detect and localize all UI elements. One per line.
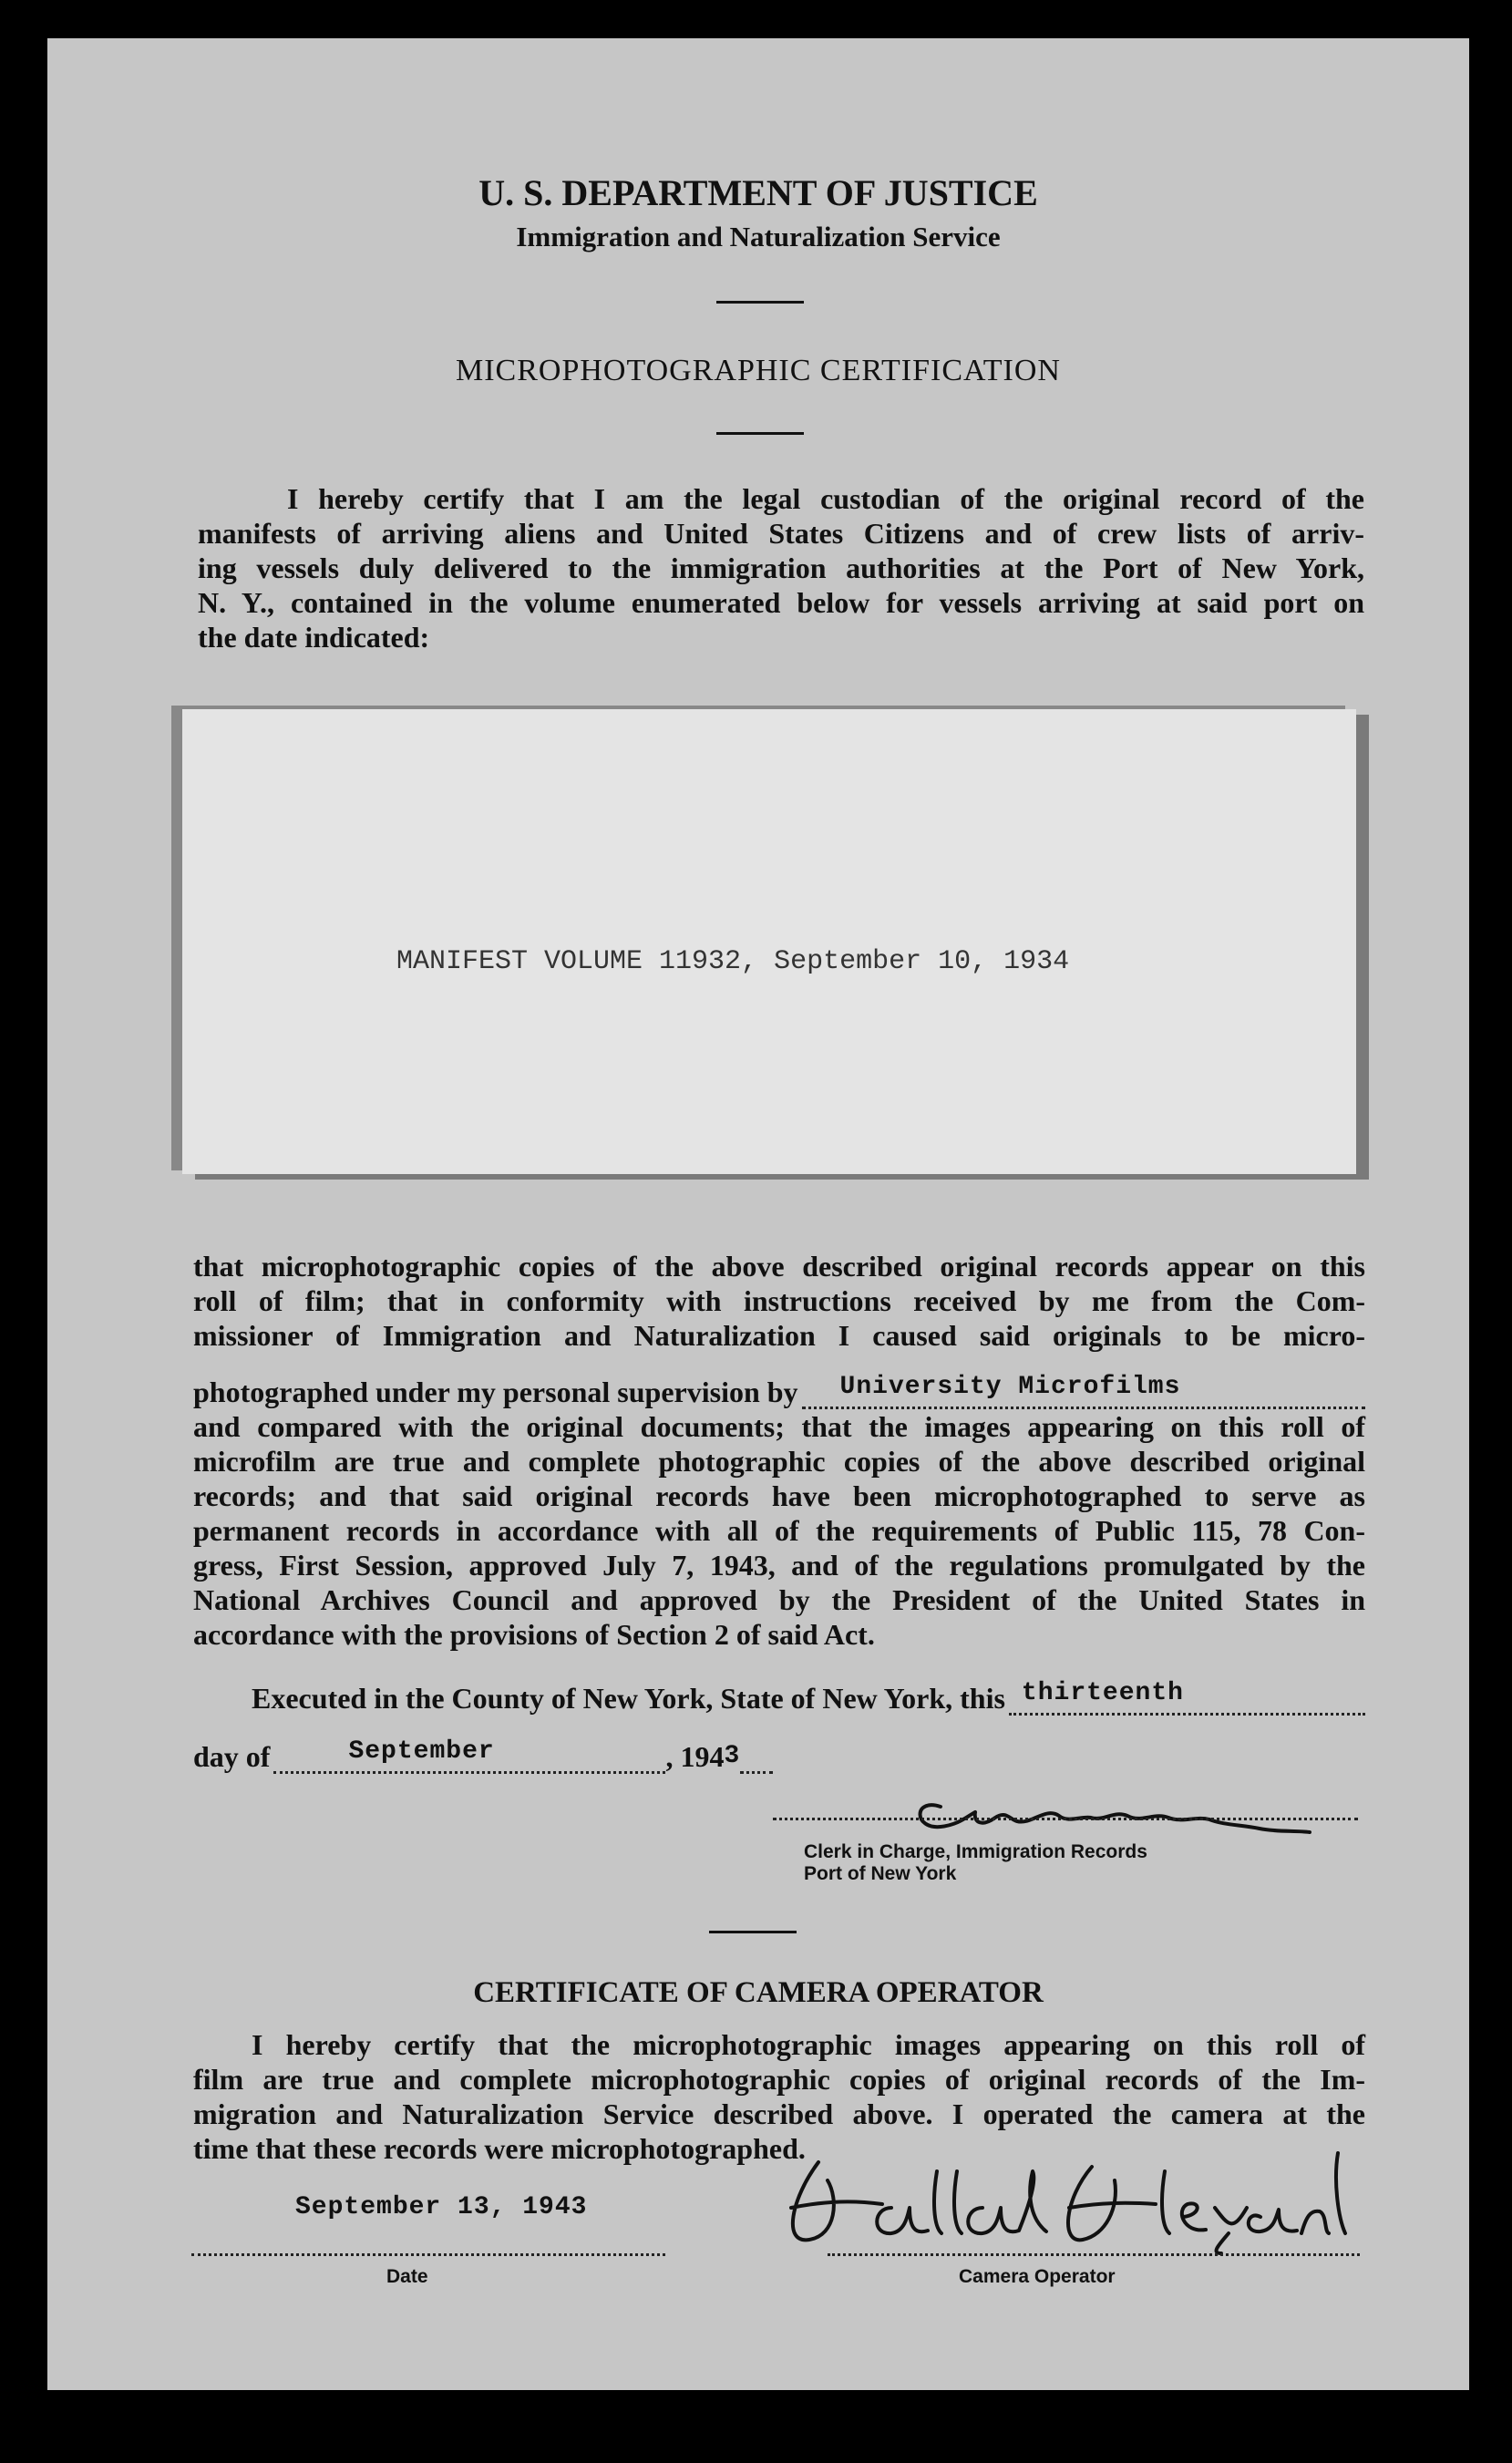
- month-value: September: [346, 1735, 496, 1769]
- text-line: ing vessels duly delivered to the immigration authorities at the Port of New York,: [198, 551, 1364, 584]
- clerk-title: Clerk in Charge, Immigration Records: [804, 1841, 1147, 1862]
- department-heading: U. S. DEPARTMENT OF JUSTICE: [478, 172, 1038, 213]
- divider: [716, 301, 804, 304]
- service-heading: Immigration and Naturalization Service: [516, 221, 1001, 252]
- text-line: I hereby certify that I am the legal custodian of the original record of the: [287, 482, 1364, 515]
- text-line: and compared with the original documents; that the images appearing on this roll of: [193, 1410, 1365, 1443]
- camera-operator-label: Camera Operator: [959, 2266, 1116, 2287]
- day-of-label: day of: [193, 1740, 271, 1773]
- text-line: National Archives Council and approved by the President of the United States in: [193, 1583, 1365, 1616]
- fill-in-field: [273, 1737, 665, 1774]
- text-line: permanent records in accordance with all of the requirements of Public 115, 78 Con-: [193, 1514, 1365, 1547]
- text-line: Executed in the County of New York, State of New York, this: [252, 1682, 1005, 1715]
- fill-in-field: [1009, 1679, 1365, 1716]
- operator-signature-line: [828, 2217, 1360, 2256]
- photographed-by-line: [193, 1375, 1365, 1409]
- text-line: migration and Naturalization Service described above. I operated the camera at the: [193, 2097, 1365, 2130]
- operator-certificate-title: CERTIFICATE OF CAMERA OPERATOR: [473, 1976, 1044, 2009]
- text-line: I hereby certify that the microphotographic images appearing on this roll of: [252, 2028, 1365, 2061]
- clerk-office: Port of New York: [804, 1863, 957, 1884]
- microfilm-company: University Microfilms: [838, 1370, 1183, 1405]
- executed-day: thirteenth: [1020, 1676, 1186, 1711]
- certification-title: MICROPHOTOGRAPHIC CERTIFICATION: [455, 354, 1061, 387]
- text-line: photographed under my personal supervision by: [193, 1376, 798, 1408]
- day-of-line: [193, 1739, 849, 1774]
- clerk-signature-line: [773, 1805, 1358, 1820]
- text-line: the date indicated:: [198, 621, 430, 654]
- text-line: records; and that said original records have been microphotographed to serve as: [193, 1479, 1365, 1512]
- text-line: that microphotographic copies of the above described original records appear on this: [193, 1250, 1365, 1283]
- fill-in-field: [740, 1744, 773, 1774]
- text-line: film are true and complete microphotographic copies of original records of the Im-: [193, 2063, 1365, 2096]
- year-digit: 3: [724, 1742, 741, 1770]
- executed-line: [252, 1681, 1365, 1716]
- body-paragraph-b: [193, 1409, 1365, 1652]
- manifest-volume-text: MANIFEST VOLUME 11932, September 10, 1934: [396, 946, 1070, 977]
- intro-paragraph: [198, 481, 1364, 654]
- text-line: roll of film; that in conformity with instructions received by me from the Com-: [193, 1284, 1365, 1317]
- year-prefix: , 194: [665, 1740, 725, 1773]
- text-line: missioner of Immigration and Naturalization I caused said originals to be micro-: [193, 1319, 1365, 1352]
- date-field: [191, 2217, 665, 2256]
- text-line: gress, First Session, approved July 7, 1943, and of the regulations promulgated by the: [193, 1549, 1365, 1582]
- text-line: accordance with the provisions of Section 2 of said Act.: [193, 1618, 875, 1651]
- text-line: time that these records were microphotographed.: [193, 2132, 806, 2165]
- certificate-page: [47, 38, 1469, 2390]
- text-line: microfilm are true and complete photographic copies of the above described original: [193, 1445, 1365, 1478]
- manifest-card: [182, 709, 1356, 1174]
- body-paragraph-a: [193, 1249, 1365, 1353]
- divider: [716, 432, 804, 435]
- fill-in-field: [802, 1373, 1365, 1409]
- operator-date-value: September 13, 1943: [295, 2193, 588, 2221]
- divider: [709, 1931, 797, 1933]
- text-line: N. Y., contained in the volume enumerated below for vessels arriving at said port on: [198, 586, 1364, 619]
- text-line: manifests of arriving aliens and United States Citizens and of crew lists of arriv-: [198, 517, 1364, 550]
- date-label: Date: [386, 2266, 428, 2287]
